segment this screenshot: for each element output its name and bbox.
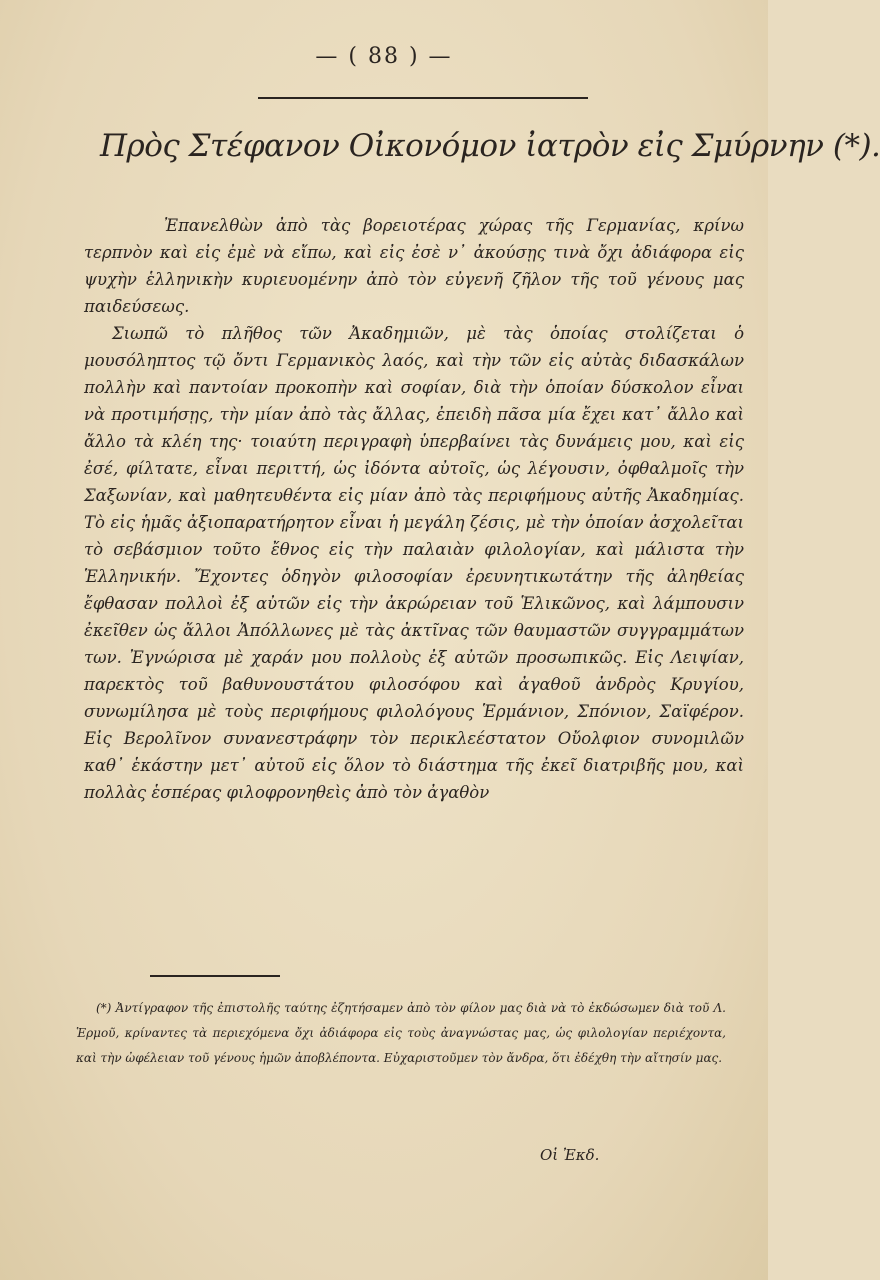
body-paragraph-1: Ἐπανελθὼν ἀπὸ τὰς βορειοτέρας χώρας τῆς Γερμανίας, κρίνω τερπνὸν καὶ εἰς ἐμὲ νὰ εἴπω, καὶ εἰς ἐσὲ ν᾽ ἀκούσῃς τινὰ ὄχι ἀδιάφορα εἰς ψυχὴν ἑλληνικὴν κυριευομένην ἀπὸ τὸν εὐγενῆ ζῆλον τῆς τοῦ γένους μας παιδεύσεως. xyxy=(84,216,744,316)
letter-title: Πρὸς Στέφανον Οἰκονόμον ἰατρὸν εἰς Σμύρνην (*). xyxy=(100,128,880,164)
header-rule xyxy=(258,97,588,99)
footnote-rule xyxy=(150,975,280,977)
page-number: — ( 88 ) — xyxy=(315,44,453,69)
footnote xyxy=(76,996,726,1071)
body-paragraph-2: Σιωπῶ τὸ πλῆθος τῶν Ἀκαδημιῶν, μὲ τὰς ὁποίας στολίζεται ὁ μουσόληπτος τῷ ὄντι Γερμανικὸς λαός, καὶ τὴν τῶν εἰς αὐτὰς διδασκάλων πολλὴν καὶ παντοίαν προκοπὴν καὶ σοφίαν, διὰ τὴν ὁποίαν δύσκολον εἶναι νὰ προτιμήσῃς, τὴν μίαν ἀπὸ τὰς ἄλλας, ἐπειδὴ πᾶσα μία ἔχει κατ᾽ ἄλλο καὶ ἄλλο τὰ κλέη της· τοιαύτη περιγραφὴ ὑπερβαίνει τὰς δυνάμεις μου, καὶ εἰς ἐσέ, φίλτατε, εἶναι περιττή, ὡς ἰδόντα αὐτοῖς, ὡς λέγουσιν, ὀφθαλμοῖς τὴν Σαξωνίαν, καὶ μαθητευθέντα εἰς μίαν ἀπὸ τὰς περιφήμους αὐτῆς Ἀκαδημίας. Τὸ εἰς ἡμᾶς ἀξιοπαρατήρητον εἶναι ἡ μεγάλη ζέσις, μὲ τὴν ὁποίαν ἀσχολεῖται τὸ σεβάσμιον τοῦτο ἔθνος εἰς τὴν παλαιὰν φιλολογίαν, καὶ μάλιστα τὴν Ἑλληνικήν. Ἔχοντες ὁδηγὸν φιλοσοφίαν ἐρευνητικωτάτην τῆς ἀληθείας ἔφθασαν πολλοὶ ἐξ αὐτῶν εἰς τὴν ἀκρώρειαν τοῦ Ἑλικῶνος, καὶ λάμπουσιν ἐκεῖθεν ὡς ἄλλοι Ἀπόλλωνες μὲ τὰς ἀκτῖνας τῶν θαυμαστῶν συγγραμμάτων των. Ἐγνώρισα μὲ χαράν μου πολλοὺς ἐξ αὐτῶν προσωπικῶς. Εἰς Λειψίαν, παρεκτὸς τοῦ βαθυνουστάτου φιλοσόφου καὶ ἀγαθοῦ ἀνδρὸς Κρυγίου, συνωμίλησα μὲ τοὺς περιφήμους φιλολόγους Ἑρμάνιον, Σπόνιον, Σαϊφέρον. Εἰς Βερολῖνον συνανεστράφην τὸν περικλεέστατον Οὔολφιον συνομιλῶν καθ᾽ ἑκάστην μετ᾽ αὐτοῦ εἰς ὅλον τὸ διάστημα τῆς ἐκεῖ διατριβῆς μου, καὶ πολλὰς ἑσπέρας φιλοφρονηθεὶς ἀπὸ τὸν ἀγαθὸν xyxy=(84,324,744,802)
footnote-text: (*) Ἀντίγραφον τῆς ἐπιστολῆς ταύτης ἐζητήσαμεν ἀπὸ τὸν φίλον μας διὰ νὰ τὸ ἐκδώσωμεν διὰ τοῦ Λ. Ἑρμοῦ, κρίναντες τὰ περιεχόμενα ὄχι ἀδιάφορα εἰς τοὺς ἀναγνώστας μας, ὡς φιλολογίαν περιέχοντα, καὶ τὴν ὠφέλειαν τοῦ γένους ἡμῶν ἀποβλέποντα. Εὐχαριστοῦμεν τὸν ἄνδρα, ὅτι ἐδέχθη τὴν αἴτησίν μας. xyxy=(76,1001,726,1065)
letter-body xyxy=(84,212,744,806)
editors-signature: Οἱ Ἐκδ. xyxy=(540,1146,600,1164)
